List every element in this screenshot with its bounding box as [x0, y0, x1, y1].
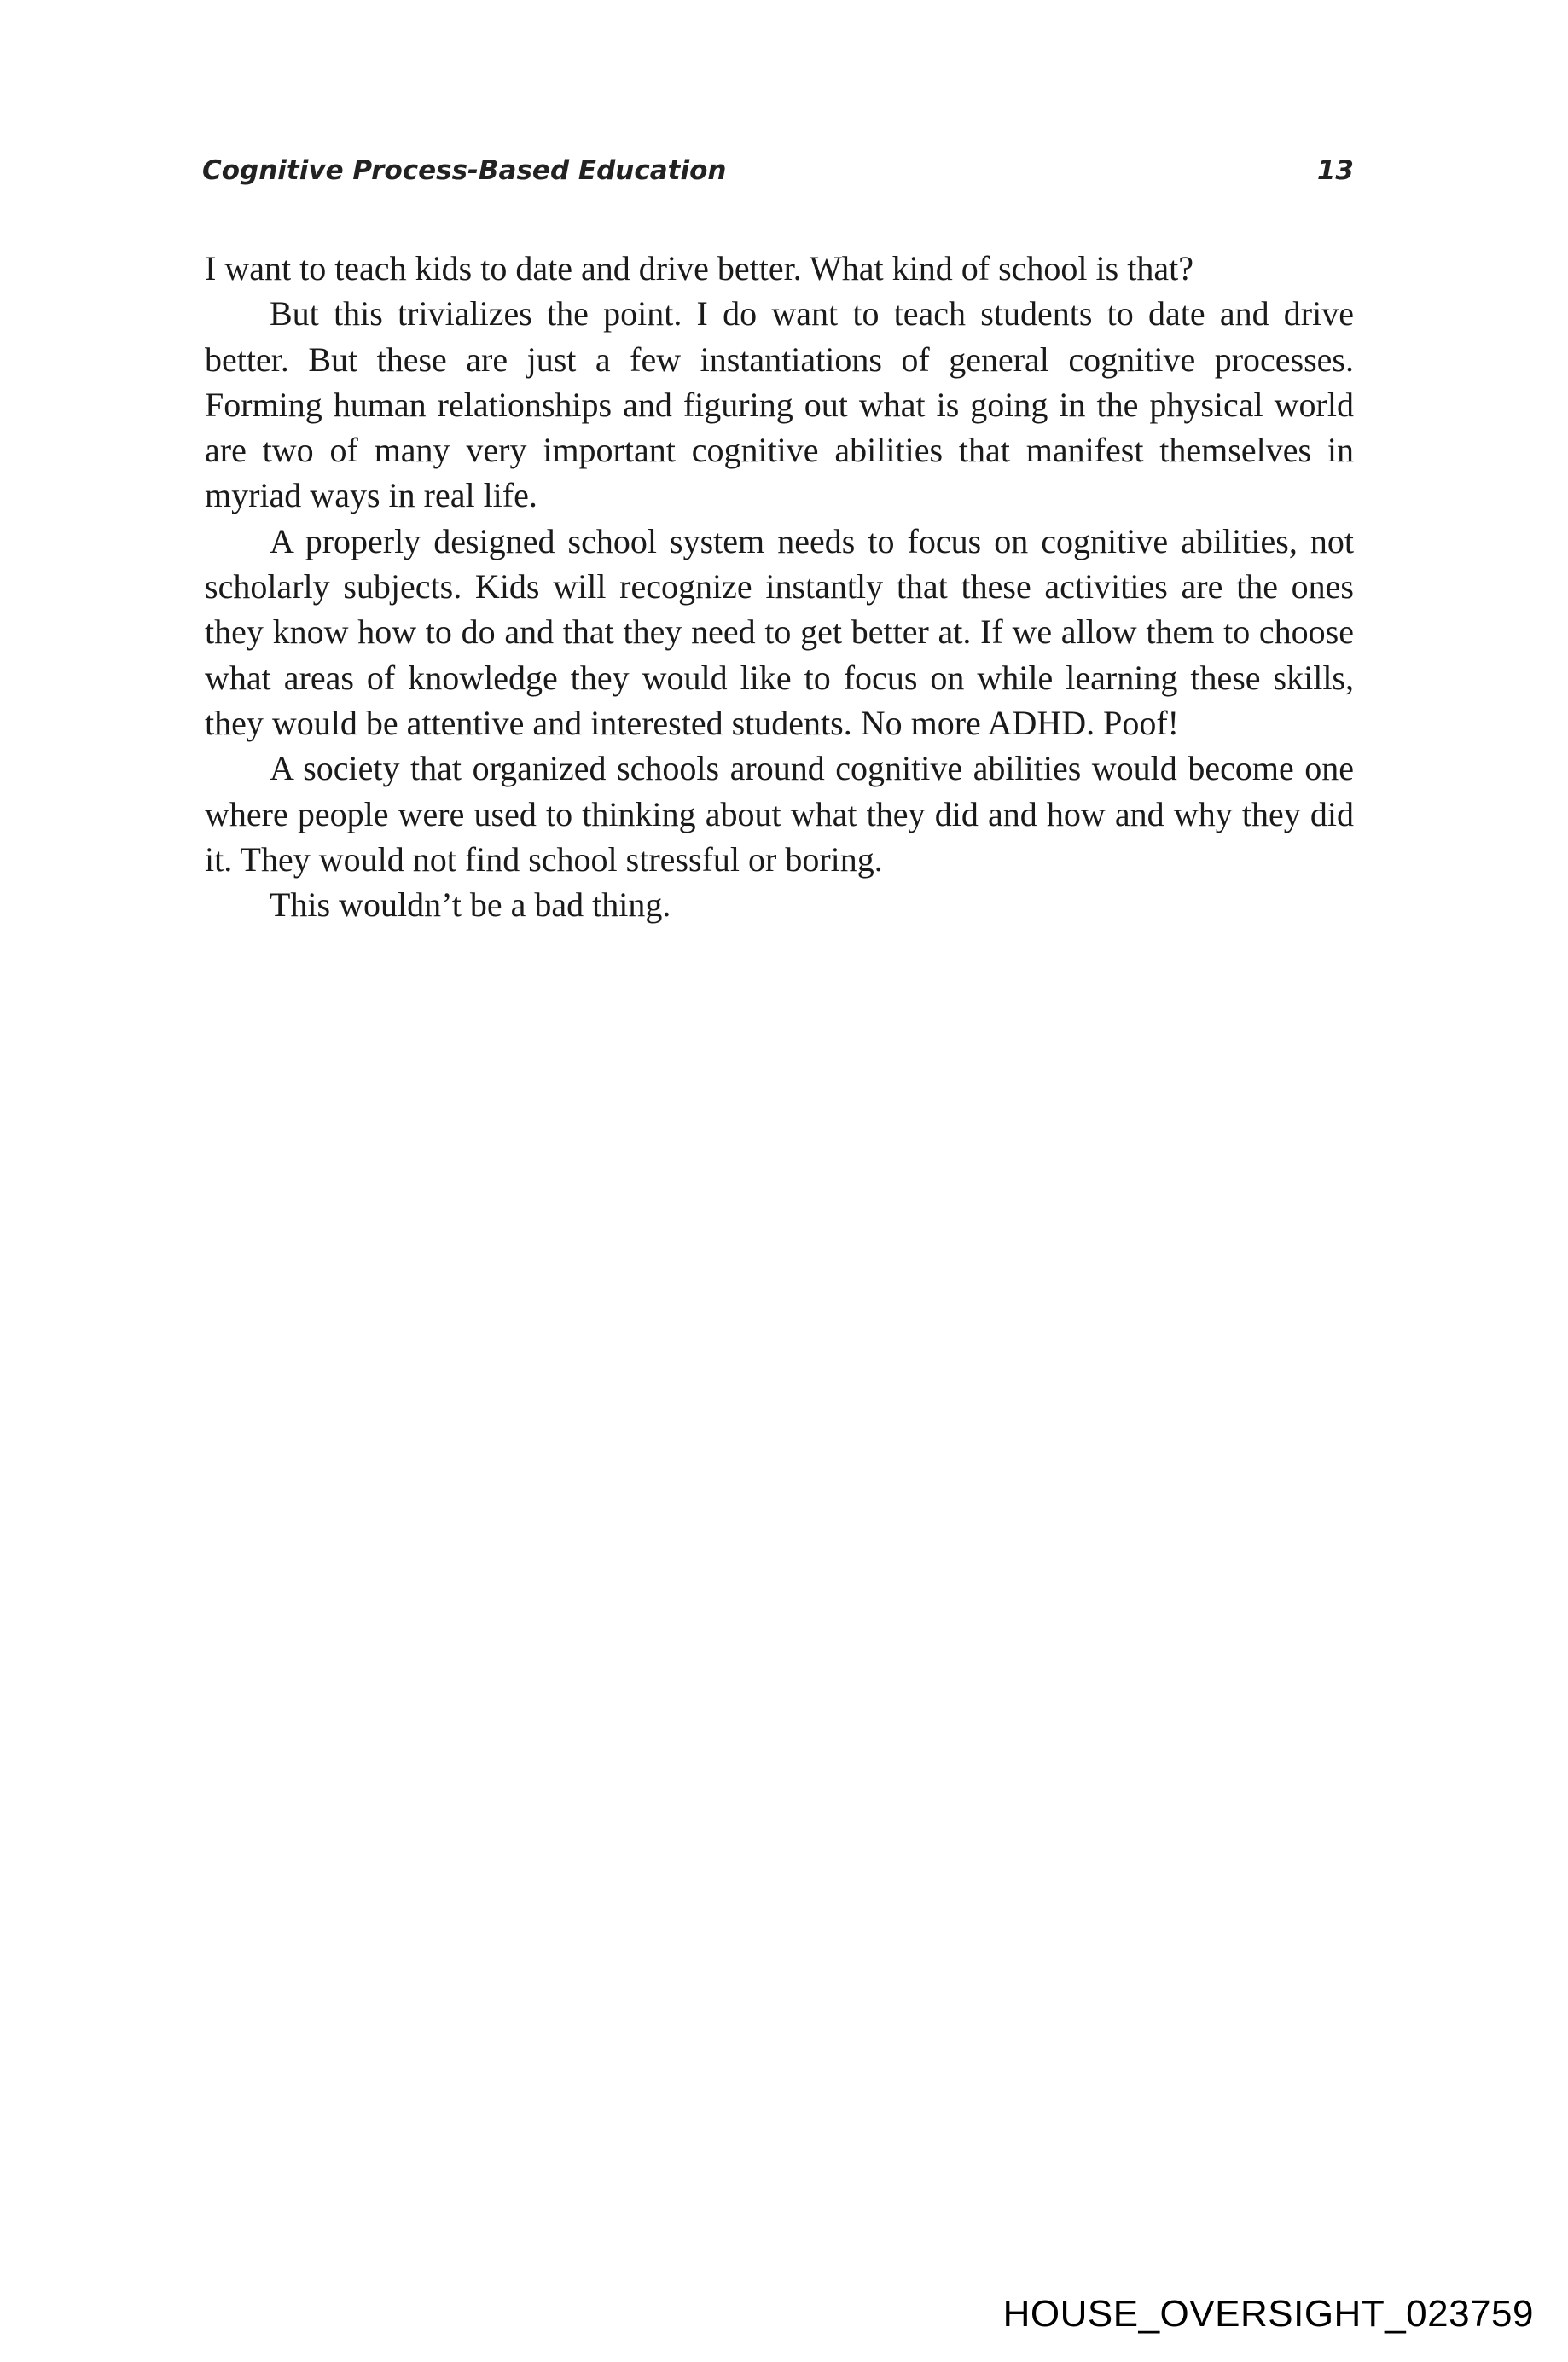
running-header [202, 155, 1354, 196]
paragraph-3: A properly designed school system needs to focus on cognitive abilities, not scholarly subjects. Kids will recognize instantly that these activities are the ones they know how to do and that they need to get better at. If we allow them to choose what areas of knowledge they would like to focus on while learning these skills, they would be attentive and interested students. No more ADHD. Poof! [205, 521, 1354, 742]
bates-number: HOUSE_OVERSIGHT_023759 [1002, 2293, 1534, 2335]
paragraph-5: This wouldn’t be a bad thing. [270, 885, 671, 925]
page-number: 13 [1316, 155, 1354, 186]
paragraph-4: A society that organized schools around cognitive abilities would become one where people were used to thinking about what they did and how and why they did it. They would not find school stressful or boring. [205, 749, 1354, 879]
running-title: Cognitive Process-Based Education [202, 155, 727, 186]
paragraph-1: I want to teach kids to date and drive better. What kind of school is that? [205, 249, 1193, 287]
body-text [205, 246, 1354, 927]
paragraph-2: But this trivializes the point. I do want to teach students to date and drive better. But these are just a few instantiations of general cognitive processes. Forming human relationships and figuring out what is going in the physical world are two of many very important cognitive abilities that manifest themselves in myriad ways in real life. [205, 294, 1354, 515]
